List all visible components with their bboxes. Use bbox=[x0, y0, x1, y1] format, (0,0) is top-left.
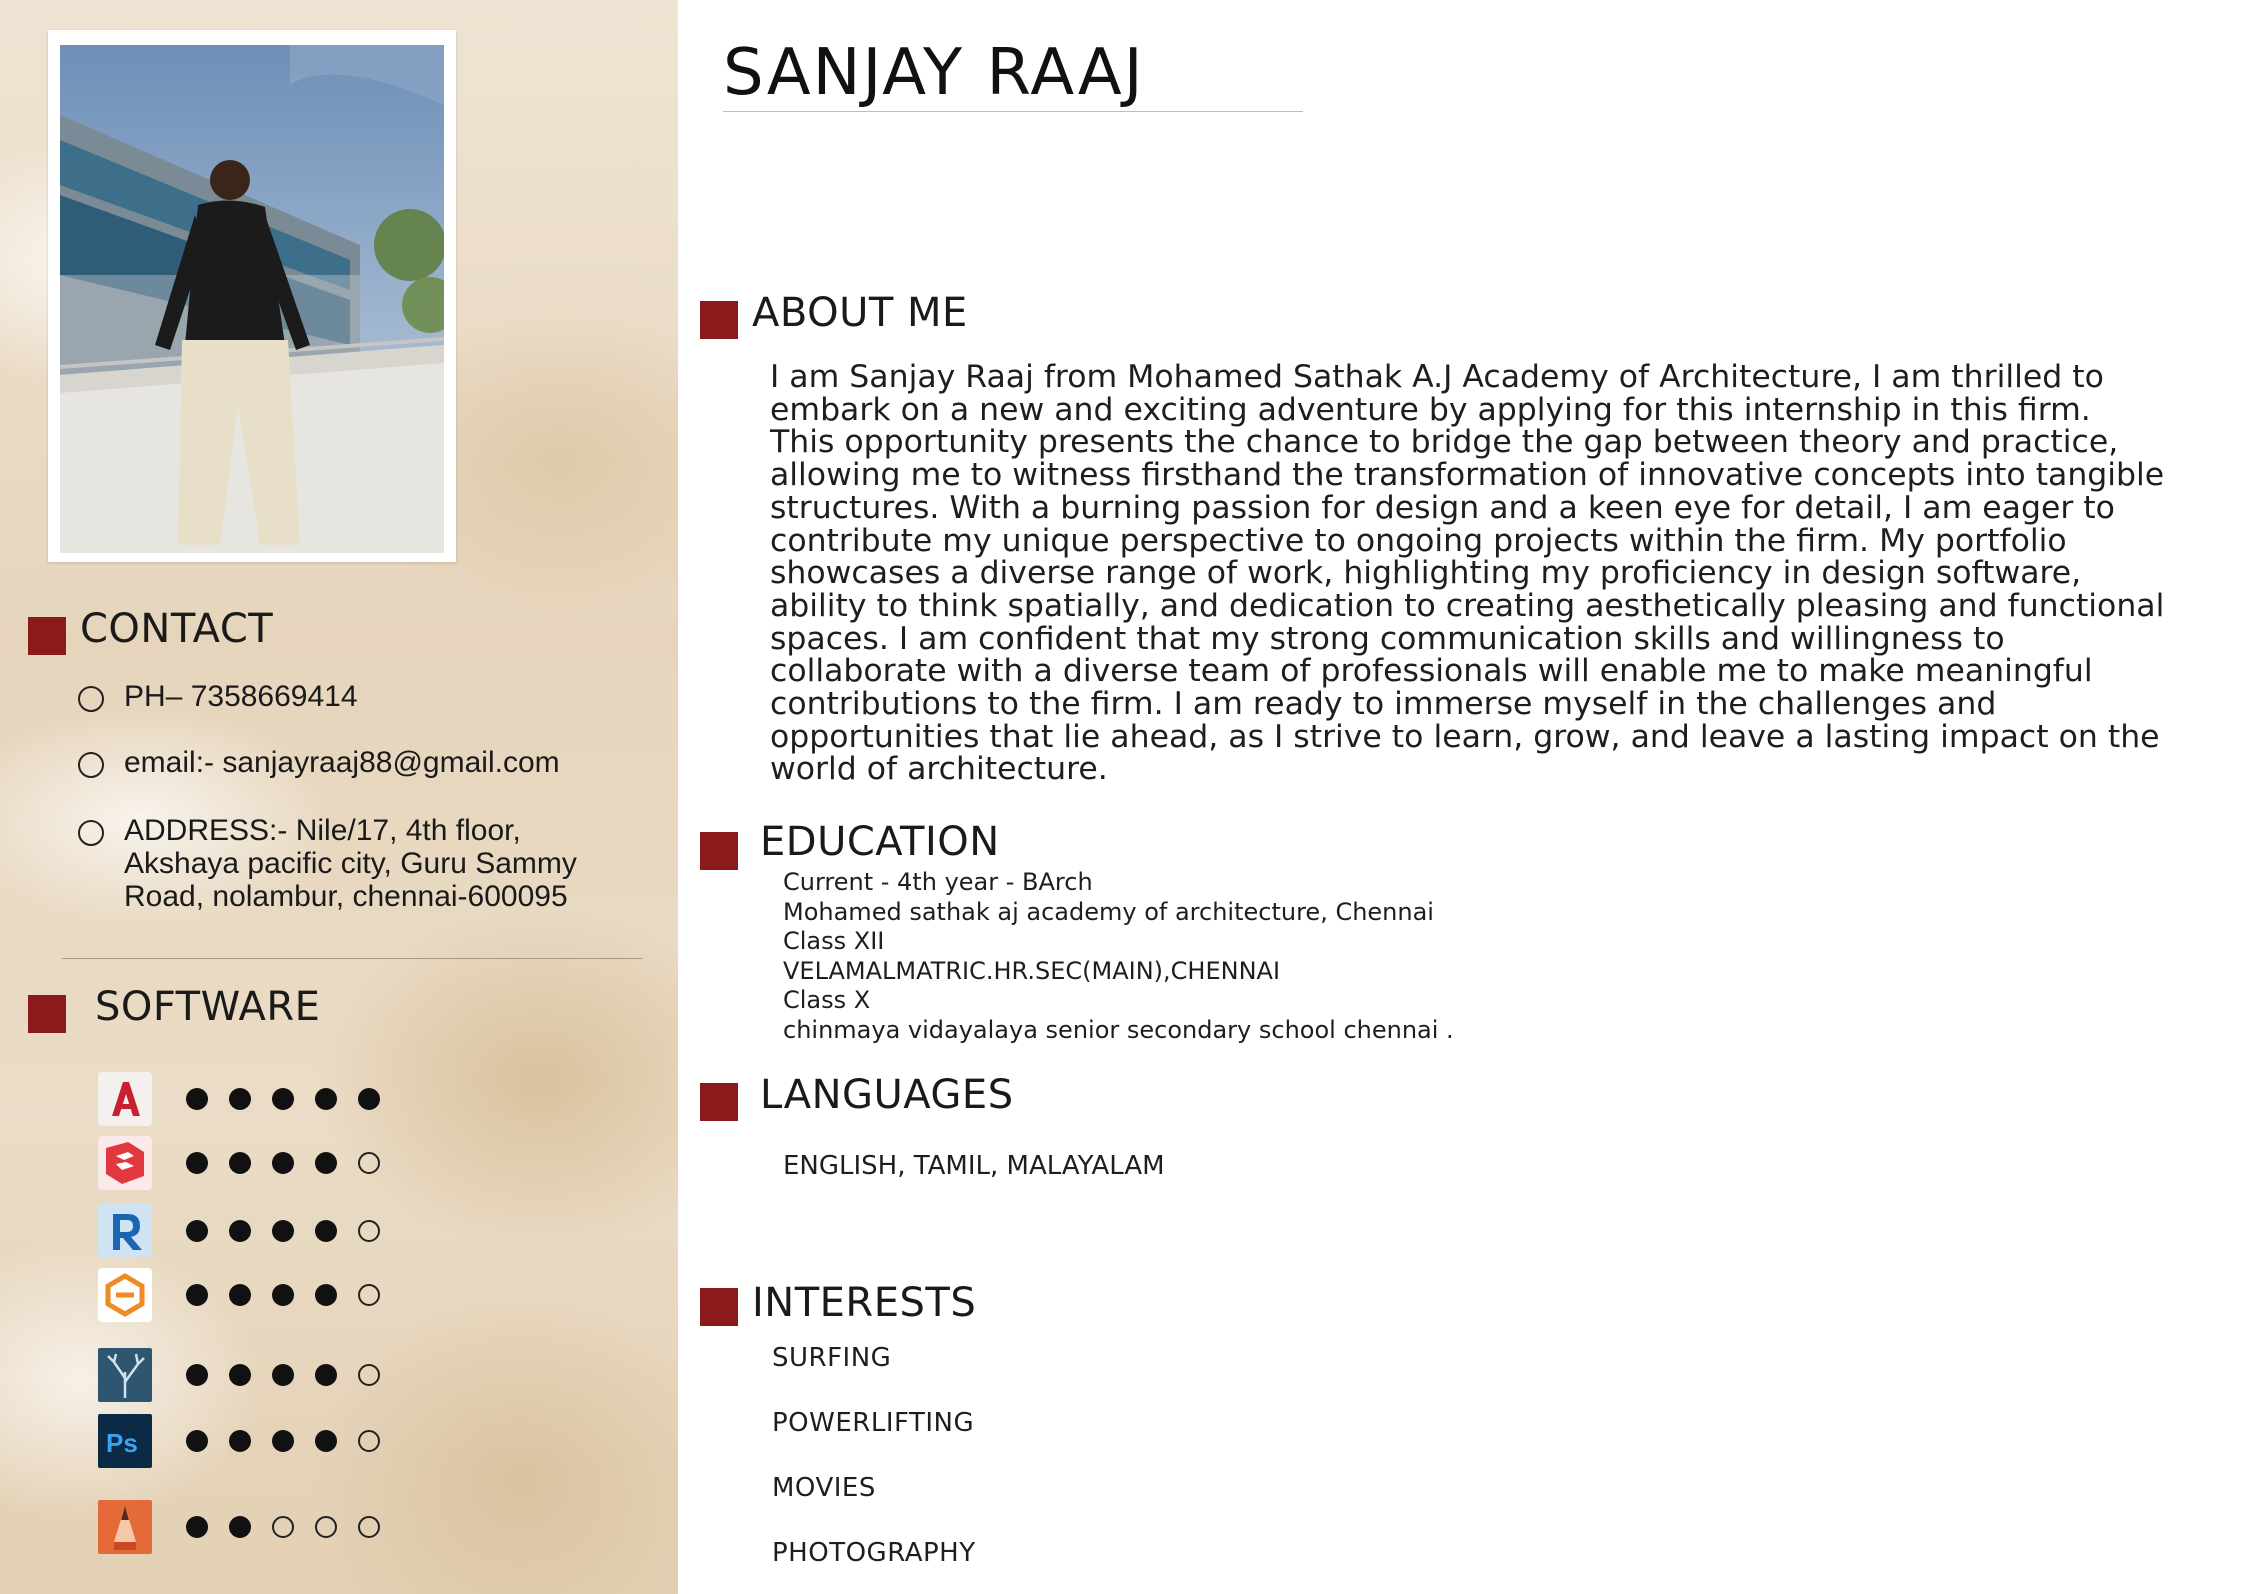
filled-dot-icon bbox=[186, 1430, 208, 1452]
software-row-sketchbook bbox=[98, 1500, 401, 1554]
skill-dots bbox=[186, 1220, 401, 1242]
empty-dot-icon bbox=[272, 1516, 294, 1538]
skill-dots bbox=[186, 1364, 401, 1386]
empty-dot-icon bbox=[315, 1516, 337, 1538]
filled-dot-icon bbox=[229, 1430, 251, 1452]
filled-dot-icon bbox=[186, 1284, 208, 1306]
divider bbox=[62, 958, 642, 959]
name-underline bbox=[723, 111, 1303, 112]
about-paragraph bbox=[770, 361, 2210, 786]
empty-dot-icon bbox=[358, 1220, 380, 1242]
filled-dot-icon bbox=[229, 1220, 251, 1242]
interests-title: INTERESTS bbox=[752, 1280, 977, 1326]
languages-value: ENGLISH, TAMIL, MALAYALAM bbox=[783, 1151, 1165, 1181]
filled-dot-icon bbox=[229, 1516, 251, 1538]
filled-dot-icon bbox=[272, 1220, 294, 1242]
circle-bullet-icon bbox=[78, 820, 104, 846]
about-line: ability to think spatially, and dedication to creating aesthetically pleasing and functional bbox=[770, 587, 2165, 624]
phone-text: PH– 7358669414 bbox=[124, 680, 358, 713]
skill-dots bbox=[186, 1284, 401, 1306]
svg-text:Ps: Ps bbox=[106, 1428, 138, 1458]
filled-dot-icon bbox=[229, 1152, 251, 1174]
about-line: contributions to the firm. I am ready to immerse myself in the challenges and bbox=[770, 686, 1997, 723]
education-line: Class X bbox=[783, 986, 871, 1014]
education-line: VELAMALMATRIC.HR.SEC(MAIN),CHENNAI bbox=[783, 956, 1281, 985]
empty-dot-icon bbox=[358, 1430, 380, 1452]
address-line: ADDRESS:- Nile/17, 4th floor, bbox=[124, 814, 521, 847]
interests-marker bbox=[700, 1288, 738, 1326]
circle-bullet-icon bbox=[78, 752, 104, 778]
contact-email bbox=[78, 746, 560, 779]
contact-marker bbox=[28, 617, 66, 655]
languages-title: LANGUAGES bbox=[760, 1072, 1014, 1118]
software-row-revit bbox=[98, 1204, 401, 1258]
software-row-autocad bbox=[98, 1072, 401, 1126]
skill-dots bbox=[186, 1430, 401, 1452]
education-line: Mohamed sathak aj academy of architecture, Chennai bbox=[783, 897, 1434, 926]
software-marker bbox=[28, 995, 66, 1033]
languages-marker bbox=[700, 1083, 738, 1121]
sketchup-icon bbox=[98, 1136, 152, 1190]
filled-dot-icon bbox=[315, 1152, 337, 1174]
about-line: I am Sanjay Raaj from Mohamed Sathak A.J Academy of Architecture, I am thrilled to bbox=[770, 359, 2104, 395]
address-text bbox=[124, 814, 577, 913]
filled-dot-icon bbox=[186, 1516, 208, 1538]
about-line: opportunities that lie ahead, as I strive to learn, grow, and leave a lasting impact on the bbox=[770, 718, 2160, 755]
autocad-icon bbox=[98, 1072, 152, 1126]
about-line: allowing me to witness firsthand the transformation of innovative concepts into tangible bbox=[770, 457, 2165, 494]
enscape-icon bbox=[98, 1268, 152, 1322]
address-line: Road, nolambur, chennai-600095 bbox=[124, 880, 568, 913]
revit-icon bbox=[98, 1204, 152, 1258]
sketchbook-icon bbox=[98, 1500, 152, 1554]
software-row-enscape bbox=[98, 1268, 401, 1322]
filled-dot-icon bbox=[315, 1364, 337, 1386]
filled-dot-icon bbox=[315, 1430, 337, 1452]
about-line: This opportunity presents the chance to bridge the gap between theory and practice, bbox=[770, 424, 2119, 461]
empty-dot-icon bbox=[358, 1152, 380, 1174]
education-line: Class XII bbox=[783, 927, 885, 955]
about-line: spaces. I am confident that my strong communication skills and willingness to bbox=[770, 620, 2005, 657]
education-line: Current - 4th year - BArch bbox=[783, 868, 1093, 896]
software-title: SOFTWARE bbox=[95, 984, 321, 1030]
interest-item: SURFING bbox=[772, 1343, 892, 1373]
filled-dot-icon bbox=[229, 1088, 251, 1110]
circle-bullet-icon bbox=[78, 686, 104, 712]
filled-dot-icon bbox=[229, 1284, 251, 1306]
software-row-sketchup bbox=[98, 1136, 401, 1190]
interest-item: MOVIES bbox=[772, 1473, 876, 1503]
software-row-lumion bbox=[98, 1348, 401, 1402]
lumion-icon bbox=[98, 1348, 152, 1402]
filled-dot-icon bbox=[315, 1220, 337, 1242]
filled-dot-icon bbox=[272, 1284, 294, 1306]
profile-photo bbox=[60, 45, 444, 553]
photo-frame bbox=[48, 30, 456, 562]
software-row-photoshop bbox=[98, 1414, 401, 1468]
filled-dot-icon bbox=[358, 1088, 380, 1110]
filled-dot-icon bbox=[272, 1152, 294, 1174]
person-name: SANJAY RAAJ bbox=[723, 36, 1145, 110]
skill-dots bbox=[186, 1516, 401, 1538]
filled-dot-icon bbox=[186, 1088, 208, 1110]
photoshop-icon bbox=[98, 1414, 152, 1468]
about-marker bbox=[700, 301, 738, 339]
email-text: email:- sanjayraaj88@gmail.com bbox=[124, 746, 560, 779]
education-line: chinmaya vidayalaya senior secondary school chennai . bbox=[783, 1015, 1454, 1044]
education-marker bbox=[700, 832, 738, 870]
contact-title: CONTACT bbox=[80, 606, 274, 652]
interest-item: POWERLIFTING bbox=[772, 1408, 975, 1438]
about-line: structures. With a burning passion for design and a keen eye for detail, I am eager to bbox=[770, 489, 2115, 526]
filled-dot-icon bbox=[272, 1088, 294, 1110]
address-line: Akshaya pacific city, Guru Sammy bbox=[124, 847, 577, 880]
empty-dot-icon bbox=[358, 1516, 380, 1538]
sidebar bbox=[0, 0, 678, 1594]
skill-dots bbox=[186, 1088, 401, 1110]
skill-dots bbox=[186, 1152, 401, 1174]
contact-phone bbox=[78, 680, 358, 713]
interest-item: PHOTOGRAPHY bbox=[772, 1538, 976, 1568]
filled-dot-icon bbox=[229, 1364, 251, 1386]
empty-dot-icon bbox=[358, 1284, 380, 1306]
education-list bbox=[783, 868, 1454, 1045]
filled-dot-icon bbox=[186, 1220, 208, 1242]
filled-dot-icon bbox=[186, 1364, 208, 1386]
about-line: collaborate with a diverse team of professionals will enable me to make meaningful bbox=[770, 653, 2093, 690]
filled-dot-icon bbox=[315, 1088, 337, 1110]
about-line: contribute my unique perspective to ongoing projects within the firm. My portfolio bbox=[770, 522, 2067, 559]
filled-dot-icon bbox=[272, 1430, 294, 1452]
about-line: world of architecture. bbox=[770, 751, 1108, 788]
empty-dot-icon bbox=[358, 1364, 380, 1386]
contact-address bbox=[78, 814, 577, 913]
filled-dot-icon bbox=[315, 1284, 337, 1306]
filled-dot-icon bbox=[186, 1152, 208, 1174]
about-line: showcases a diverse range of work, highlighting my proficiency in design software, bbox=[770, 555, 2082, 592]
about-title: ABOUT ME bbox=[752, 290, 968, 336]
filled-dot-icon bbox=[272, 1364, 294, 1386]
about-line: embark on a new and exciting adventure by applying for this internship in this firm. bbox=[770, 391, 2091, 428]
education-title: EDUCATION bbox=[760, 819, 1000, 865]
